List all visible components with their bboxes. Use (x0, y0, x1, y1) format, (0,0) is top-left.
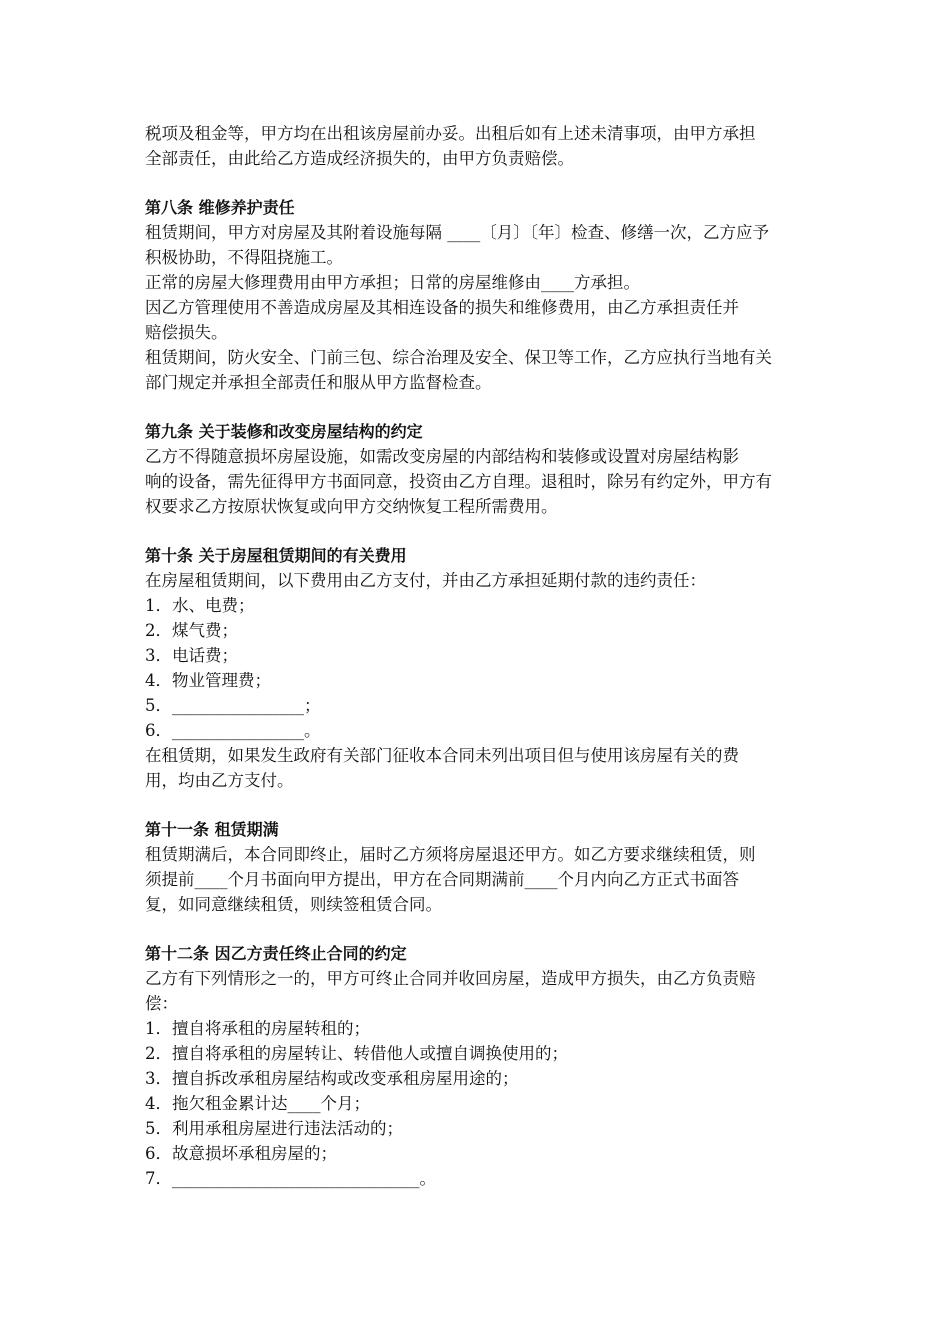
article-11-line-1: 租赁期满后，本合同即终止，届时乙方须将房屋退还甲方。如乙方要求继续租赁，则 (145, 845, 756, 864)
article-10-item-1: 1．水、电费； (145, 596, 255, 615)
article-10-line-9: 用，均由乙方支付。 (145, 771, 294, 790)
article-12-item-2: 2．擅自将承租的房屋转让、转借他人或擅自调换使用的； (145, 1044, 568, 1063)
article-11-line-2: 须提前____个月书面向甲方提出，甲方在合同期满前____个月内向乙方正式书面答 (145, 870, 739, 889)
article-10-item-4: 4．物业管理费； (145, 671, 271, 690)
article-12 (145, 941, 845, 1191)
article-10-item-5: 5．________________； (145, 696, 321, 715)
intro-section (145, 121, 845, 171)
article-8-line-7: 部门规定并承担全部责任和服从甲方监督检查。 (145, 373, 492, 392)
article-8 (145, 195, 845, 395)
article-10-item-3: 3．电话费； (145, 646, 238, 665)
article-10-item-2: 2．煤气费； (145, 621, 238, 640)
article-10 (145, 543, 845, 793)
article-9-line-2: 响的设备，需先征得甲方书面同意，投资由乙方自理。退租时，除另有约定外，甲方有 (145, 472, 772, 491)
article-9 (145, 419, 845, 519)
intro-line-1: 税项及租金等，甲方均在出租该房屋前办妥。出租后如有上述未清事项，由甲方承担 (145, 124, 756, 143)
article-8-title: 第八条 维修养护责任 (145, 198, 295, 217)
article-12-line-2: 偿： (145, 994, 178, 1013)
article-8-line-4: 因乙方管理使用不善造成房屋及其相连设备的损失和维修费用，由乙方承担责任并 (145, 298, 739, 317)
article-11 (145, 817, 845, 917)
article-8-line-3: 正常的房屋大修理费用由甲方承担；日常的房屋维修由____方承担。 (145, 273, 640, 292)
article-12-item-3: 3．擅自拆改承租房屋结构或改变承租房屋用途的； (145, 1069, 519, 1088)
article-12-item-7: 7．______________________________。 (145, 1169, 436, 1188)
article-10-line-8: 在租赁期，如果发生政府有关部门征收本合同未列出项目但与使用该房屋有关的费 (145, 746, 739, 765)
article-9-line-3: 权要求乙方按原状恢复或向甲方交纳恢复工程所需费用。 (145, 497, 558, 516)
article-10-title: 第十条 关于房屋租赁期间的有关费用 (145, 546, 407, 565)
intro-line-2: 全部责任，由此给乙方造成经济损失的，由甲方负责赔偿。 (145, 149, 574, 168)
article-9-line-1: 乙方不得随意损坏房屋设施，如需改变房屋的内部结构和装修或设置对房屋结构影 (145, 447, 739, 466)
article-12-item-6: 6．故意损坏承租房屋的； (145, 1144, 337, 1163)
article-8-line-2: 积极协助，不得阻挠施工。 (145, 248, 343, 267)
article-11-line-3: 复，如同意继续租赁，则续签租赁合同。 (145, 895, 442, 914)
document-page (145, 121, 845, 1215)
article-12-title: 第十二条 因乙方责任终止合同的约定 (145, 944, 407, 963)
article-12-item-1: 1．擅自将承租的房屋转租的； (145, 1019, 370, 1038)
article-8-line-1: 租赁期间，甲方对房屋及其附着设施每隔 ____〔月〕〔年〕检查、修缮一次，乙方应予 (145, 223, 769, 242)
article-12-item-4: 4．拖欠租金累计达____个月； (145, 1094, 370, 1113)
article-12-line-1: 乙方有下列情形之一的，甲方可终止合同并收回房屋，造成甲方损失，由乙方负责赔 (145, 969, 756, 988)
article-10-line-1: 在房屋租赁期间，以下费用由乙方支付，并由乙方承担延期付款的违约责任： (145, 571, 706, 590)
article-11-title: 第十一条 租赁期满 (145, 820, 279, 839)
article-12-item-5: 5．利用承租房屋进行违法活动的； (145, 1119, 403, 1138)
article-10-item-6: 6．________________。 (145, 721, 321, 740)
article-8-line-6: 租赁期间，防火安全、门前三包、综合治理及安全、保卫等工作，乙方应执行当地有关 (145, 348, 772, 367)
article-9-title: 第九条 关于装修和改变房屋结构的约定 (145, 422, 423, 441)
article-8-line-5: 赔偿损失。 (145, 323, 228, 342)
